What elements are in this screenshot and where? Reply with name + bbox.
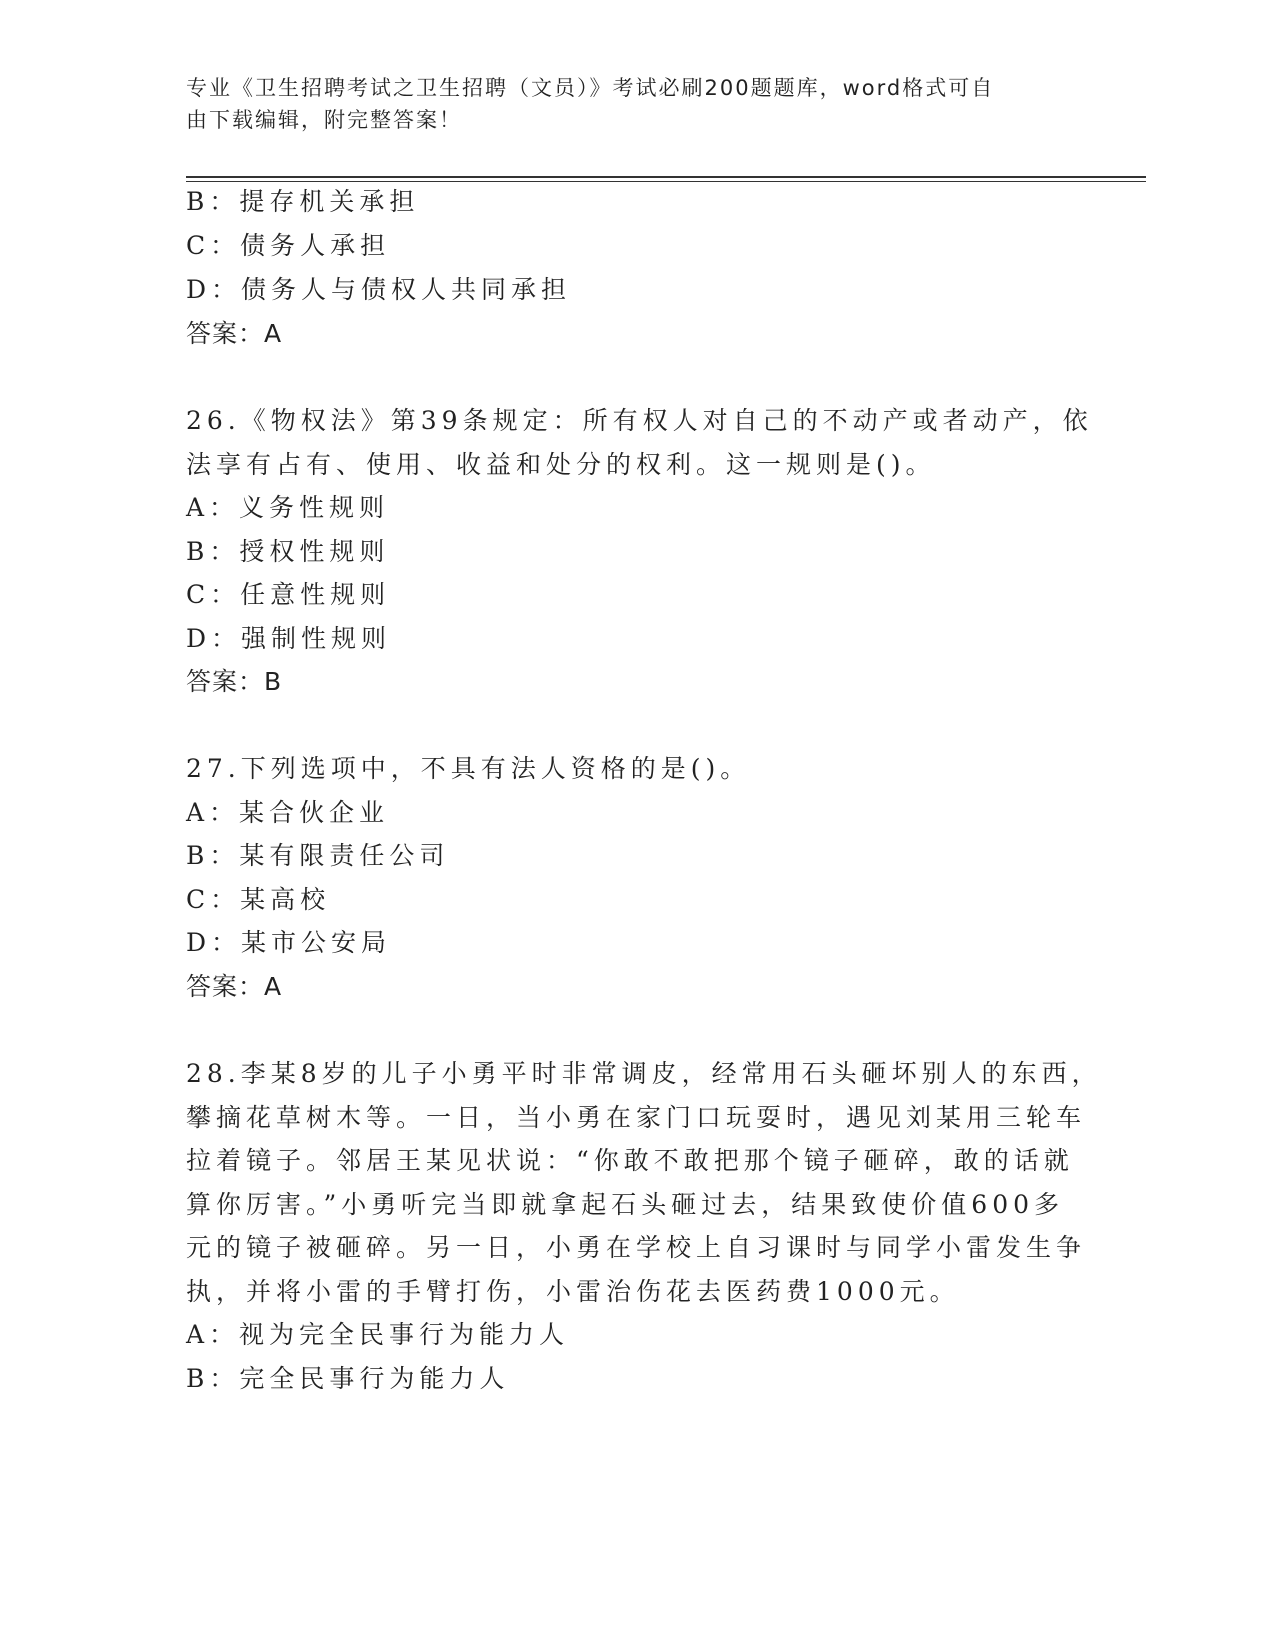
header-line-1: 专业《卫生招聘考试之卫生招聘（文员）》考试必刷200题题库，word格式可自: [186, 76, 995, 100]
option-b: B：完全民事行为能力人: [186, 1364, 510, 1393]
option-c: C：债务人承担: [186, 231, 391, 260]
option-b: B：提存机关承担: [186, 187, 420, 216]
option-b: B：某有限责任公司: [186, 841, 450, 870]
option-a: A：某合伙企业: [186, 798, 390, 827]
header-line-2: 由下载编辑，附完整答案！: [186, 108, 462, 132]
header-rule-thick: [186, 176, 1146, 178]
option-c: C：任意性规则: [186, 580, 391, 609]
question-28-stem-line-5: 元的镜子被砸碎。另一日，小勇在学校上自习课时与同学小雷发生争: [186, 1233, 1087, 1262]
option-b: B：授权性规则: [186, 537, 390, 566]
option-c: C：某高校: [186, 885, 331, 914]
option-a: A：义务性规则: [186, 493, 390, 522]
answer-label: 答案：B: [186, 667, 283, 696]
question-28-stem-line-1: 28.李某8岁的儿子小勇平时非常调皮，经常用石头砸坏别人的东西，: [186, 1059, 1102, 1088]
option-d: D：债务人与债权人共同承担: [186, 275, 572, 304]
option-a: A：视为完全民事行为能力人: [186, 1320, 570, 1349]
question-26-stem-line-1: 26.《物权法》第39条规定：所有权人对自己的不动产或者动产，依: [186, 406, 1093, 435]
question-28-stem-line-6: 执，并将小雷的手臂打伤，小雷治伤花去医药费1000元。: [186, 1277, 960, 1306]
option-d: D：某市公安局: [186, 928, 392, 957]
question-27-stem: 27.下列选项中，不具有法人资格的是()。: [186, 754, 751, 783]
page-header: [186, 72, 1066, 136]
option-d: D：强制性规则: [186, 624, 392, 653]
header-rule-thin: [186, 181, 1146, 182]
question-28-stem-line-4: 算你厉害。”小勇听完当即就拿起石头砸过去，结果致使价值600多: [186, 1190, 1065, 1219]
answer-label: 答案：A: [186, 972, 283, 1001]
question-28-stem-line-2: 攀摘花草树木等。一日，当小勇在家门口玩耍时，遇见刘某用三轮车: [186, 1103, 1087, 1132]
question-26-stem-line-2: 法享有占有、使用、收益和处分的权利。这一规则是()。: [186, 450, 936, 479]
answer-label: 答案：A: [186, 319, 283, 348]
question-28-stem-line-3: 拉着镜子。邻居王某见状说：“你敢不敢把那个镜子砸碎，敢的话就: [186, 1146, 1074, 1175]
